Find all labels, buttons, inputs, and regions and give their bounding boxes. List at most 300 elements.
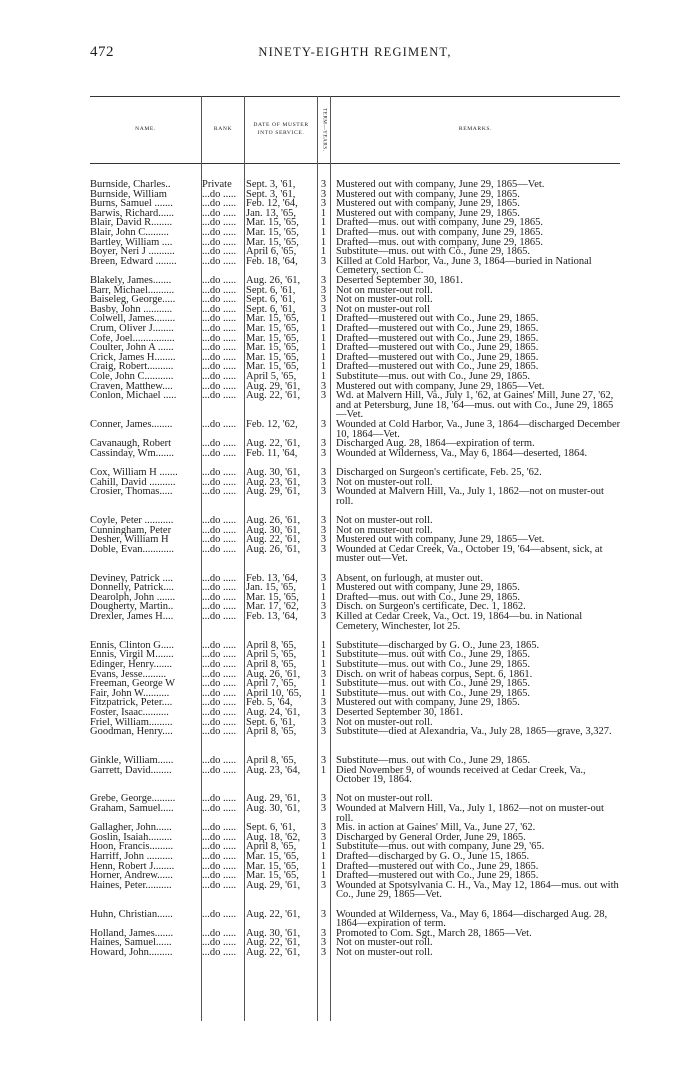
name-cell: Holland, James....... bbox=[90, 928, 174, 939]
term-cell: 3 bbox=[320, 602, 327, 612]
muster-date-cell: Mar. 15, '65, bbox=[246, 362, 299, 372]
name-cell: Fitzpatrick, Peter.... bbox=[90, 698, 173, 708]
column-header-date: DATE OF MUSTER INTO SERVICE. bbox=[253, 122, 309, 136]
column-header-term bbox=[318, 96, 330, 163]
name-cell: Evans, Jesse......... bbox=[90, 669, 167, 680]
rank-cell: ...do ..... bbox=[202, 439, 237, 449]
muster-date-cell: Sept. 6, '61, bbox=[246, 823, 296, 833]
term-cell: 3 bbox=[320, 439, 327, 449]
muster-date-cell: Mar. 15, '65, bbox=[246, 314, 299, 324]
name-cell: Blair, David R........ bbox=[90, 218, 173, 228]
rank-cell: ...do ..... bbox=[202, 592, 237, 603]
muster-date-cell: Sept. 6, '61, bbox=[246, 304, 296, 315]
remarks-cell: Promoted to Com. Sgt., March 28, 1865—Vet. bbox=[336, 927, 532, 939]
rank-cell: ...do ..... bbox=[202, 208, 237, 219]
remarks-cell: Not on muster-out roll. bbox=[336, 716, 433, 728]
muster-date-cell: Jan. 13, '65, bbox=[246, 208, 297, 219]
term-cell: 3 bbox=[320, 727, 327, 737]
muster-date-cell: Aug. 29, '61, bbox=[246, 487, 301, 497]
name-cell: Craven, Matthew.... bbox=[90, 381, 173, 392]
remarks-cell: Not on muster-out roll. bbox=[336, 476, 433, 488]
term-cell: 3 bbox=[320, 717, 327, 728]
remarks-cell: Drafted—mus. out with company, June 29, 1865. bbox=[336, 227, 543, 238]
muster-date-cell: Mar. 15, '65, bbox=[246, 861, 299, 872]
remarks-cell: Mustered out with company, June 29, 1865. bbox=[336, 188, 520, 200]
column-header-term-label: TERM—YEARS. bbox=[321, 107, 328, 152]
name-cell: Bartley, William .... bbox=[90, 237, 173, 248]
rank-cell: ...do ..... bbox=[202, 189, 237, 200]
rank-cell: ...do ..... bbox=[202, 535, 237, 545]
name-cell: Baiseleg, George..... bbox=[90, 295, 176, 305]
remarks-cell: Killed at Cold Harbor, Va., June 3, 1864—buried in National Cemetery, section C. bbox=[336, 255, 592, 277]
term-cell: 3 bbox=[320, 285, 327, 296]
rank-cell: ...do ..... bbox=[202, 660, 237, 670]
name-cell: Colwell, James........ bbox=[90, 314, 176, 324]
name-cell: Burnside, Charles.. bbox=[90, 180, 171, 190]
rank-cell: ...do ..... bbox=[202, 938, 237, 948]
rank-cell: ...do ..... bbox=[202, 218, 237, 228]
remarks-cell: Drafted—mustered out with Co., June 29, 1865. bbox=[336, 870, 539, 882]
muster-date-cell: Aug. 30, '61, bbox=[246, 525, 301, 536]
term-cell: 1 bbox=[320, 362, 327, 372]
term-cell: 3 bbox=[320, 295, 327, 305]
remarks-cell: Mustered out with company, June 29, 1865—Vet. bbox=[336, 179, 545, 190]
muster-date-cell: April 8, '65, bbox=[246, 756, 297, 766]
name-cell: Ginkle, William...... bbox=[90, 756, 174, 766]
muster-date-cell: Feb. 13, '64, bbox=[246, 612, 298, 622]
rank-cell: ...do ..... bbox=[202, 909, 237, 920]
term-cell: 3 bbox=[320, 948, 327, 958]
muster-date-cell: Mar. 15, '65, bbox=[246, 333, 299, 344]
muster-date-cell: Jan. 15, '65, bbox=[246, 583, 297, 593]
name-cell: Grebe, George......... bbox=[90, 794, 176, 804]
rank-cell: ...do ..... bbox=[202, 525, 237, 536]
remarks-cell: Drafted—mus. out with Co., June 29, 1865. bbox=[336, 591, 521, 603]
rank-cell: ...do ..... bbox=[202, 199, 237, 209]
name-cell: Henn, Robert J........ bbox=[90, 861, 175, 872]
remarks-cell: Substitute—mus. out with Co., June 29, 1865. bbox=[336, 678, 530, 690]
muster-date-cell: Aug. 29, '61, bbox=[246, 381, 301, 392]
name-cell: Desher, William H bbox=[90, 535, 169, 545]
muster-date-cell: Aug. 29, '61, bbox=[246, 794, 301, 804]
name-cell: Conner, James........ bbox=[90, 420, 173, 430]
remarks-cell: Not on muster-out roll. bbox=[336, 515, 433, 526]
term-cell: 3 bbox=[320, 535, 327, 545]
name-cell: Cunningham, Peter bbox=[90, 525, 172, 536]
term-cell: 3 bbox=[320, 823, 327, 833]
muster-date-cell: Aug. 30, '61, bbox=[246, 804, 301, 814]
name-cell: Hoon, Francis......... bbox=[90, 842, 174, 852]
muster-date-cell: Aug. 22, '61, bbox=[246, 391, 301, 401]
muster-date-cell: Sept. 6, '61, bbox=[246, 285, 296, 296]
remarks-cell: Disch. on writ of habeas corpus, Sept. 6, 1861. bbox=[336, 668, 533, 680]
rank-cell: ...do ..... bbox=[202, 880, 237, 891]
term-cell: 1 bbox=[320, 218, 327, 228]
remarks-cell: Drafted—mus. out with company, June 29, 1865. bbox=[336, 217, 543, 229]
column-header-rank: RANK bbox=[213, 125, 233, 132]
muster-date-cell: April 8, '65, bbox=[246, 660, 297, 670]
muster-date-cell: Aug. 22, '61, bbox=[246, 909, 301, 920]
rank-cell: ...do ..... bbox=[202, 640, 237, 651]
term-cell: 1 bbox=[320, 640, 327, 651]
muster-date-cell: Mar. 15, '65, bbox=[246, 871, 299, 881]
muster-date-cell: Aug. 26, '61, bbox=[246, 516, 301, 526]
rank-cell: ...do ..... bbox=[202, 717, 237, 728]
rank-cell: ...do ..... bbox=[202, 948, 237, 958]
remarks-cell: Wounded at Malvern Hill, Va., July 1, 1862—not on muster-out roll. bbox=[336, 803, 604, 824]
term-cell: 3 bbox=[320, 525, 327, 536]
muster-date-cell: Aug. 30, '61, bbox=[246, 468, 301, 478]
name-cell: Huhn, Christian...... bbox=[90, 909, 173, 920]
rank-cell: ...do ..... bbox=[202, 448, 237, 459]
remarks-cell: Wounded at Wilderness, Va., May 6, 1864—deserted, 1864. bbox=[336, 447, 588, 459]
rank-cell: ...do ..... bbox=[202, 708, 237, 718]
rank-cell: ...do ..... bbox=[202, 852, 237, 862]
term-cell: 1 bbox=[320, 688, 327, 699]
rank-cell: ...do ..... bbox=[202, 372, 237, 382]
name-cell: Freeman, George W bbox=[90, 679, 176, 689]
remarks-cell: Drafted—mus. out with company, June 29, 1865. bbox=[336, 236, 543, 248]
muster-date-cell: Mar. 15, '65, bbox=[246, 237, 299, 248]
rank-cell: ...do ..... bbox=[202, 612, 237, 622]
rank-cell: ...do ..... bbox=[202, 333, 237, 344]
rank-cell: ...do ..... bbox=[202, 602, 237, 612]
muster-date-cell: Mar. 15, '65, bbox=[246, 218, 299, 228]
name-cell: Ennis, Clinton G..... bbox=[90, 640, 175, 651]
term-cell: 3 bbox=[320, 487, 327, 497]
remarks-cell: Mustered out with company, June 29, 1865. bbox=[336, 198, 520, 210]
name-cell: Horner, Andrew...... bbox=[90, 871, 173, 881]
name-cell: Donnelly, Patrick.... bbox=[90, 583, 174, 593]
rank-cell: ...do ..... bbox=[202, 362, 237, 372]
term-cell: 3 bbox=[320, 304, 327, 315]
name-cell: Barwis, Richard...... bbox=[90, 208, 174, 219]
name-cell: Gallagher, John...... bbox=[90, 823, 172, 833]
term-cell: 1 bbox=[320, 324, 327, 334]
muster-date-cell: April 5, '65, bbox=[246, 372, 297, 382]
rank-cell: ...do ..... bbox=[202, 679, 237, 689]
remarks-cell: Substitute—died at Alexandria, Va., July 28, 1865—grave, 3,327. bbox=[336, 726, 612, 738]
muster-date-cell: Sept. 3, '61, bbox=[246, 189, 296, 200]
name-cell: Crosier, Thomas..... bbox=[90, 487, 173, 497]
name-cell: Blair, John C......... bbox=[90, 228, 169, 238]
rank-cell: ...do ..... bbox=[202, 544, 237, 555]
remarks-cell: Substitute—mus. out with company, June 29, '65. bbox=[336, 841, 545, 853]
remarks-cell: Drafted—mustered out with Co., June 29, 1865. bbox=[336, 860, 539, 872]
term-cell: 3 bbox=[320, 477, 327, 488]
remarks-cell: Not on muster-out roll. bbox=[336, 793, 433, 805]
term-cell: 1 bbox=[320, 208, 327, 219]
rank-cell: ...do ..... bbox=[202, 650, 237, 660]
rank-cell: ...do ..... bbox=[202, 669, 237, 680]
rank-cell: ...do ..... bbox=[202, 343, 237, 353]
name-cell: Goslin, Isaiah......... bbox=[90, 832, 172, 843]
rank-cell: ...do ..... bbox=[202, 256, 237, 267]
name-cell: Deviney, Patrick .... bbox=[90, 573, 174, 584]
column-divider bbox=[330, 96, 331, 1021]
name-cell: Dearolph, John ....... bbox=[90, 592, 176, 603]
term-cell: 3 bbox=[320, 391, 327, 401]
muster-date-cell: April 5, '65, bbox=[246, 650, 297, 660]
muster-date-cell: Mar. 15, '65, bbox=[246, 324, 299, 334]
term-cell: 3 bbox=[320, 189, 327, 200]
rank-cell: ...do ..... bbox=[202, 285, 237, 296]
rank-cell: ...do ..... bbox=[202, 324, 237, 334]
term-cell: 3 bbox=[320, 381, 327, 392]
table-header-rule bbox=[90, 163, 620, 164]
name-cell: Craig, Robert.......... bbox=[90, 362, 174, 372]
term-cell: 1 bbox=[320, 592, 327, 603]
name-cell: Basby, John ........... bbox=[90, 304, 173, 315]
term-cell: 3 bbox=[320, 199, 327, 209]
term-cell: 1 bbox=[320, 861, 327, 872]
remarks-cell: Not on muster-out roll. bbox=[336, 937, 433, 949]
term-cell: 3 bbox=[320, 756, 327, 766]
rank-cell: ...do ..... bbox=[202, 420, 237, 430]
remarks-cell: Substitute—mus. out with Co., June 29, 1865. bbox=[336, 755, 530, 766]
name-cell: Ennis, Virgil M....... bbox=[90, 650, 174, 660]
name-cell: Friel, William......... bbox=[90, 717, 173, 728]
remarks-cell: Killed at Cedar Creek, Va., Oct. 19, 1864—bu. in National Cemetery, Winchester, lot 25. bbox=[336, 611, 583, 632]
rank-cell: ...do ..... bbox=[202, 477, 237, 488]
rank-cell: ...do ..... bbox=[202, 573, 237, 584]
name-cell: Breen, Edward ........ bbox=[90, 256, 177, 267]
remarks-cell: Drafted—mustered out with Co., June 29, 1865. bbox=[336, 313, 539, 325]
name-cell: Barr, Michael.......... bbox=[90, 285, 175, 296]
term-cell: 3 bbox=[320, 612, 327, 622]
term-cell: 3 bbox=[320, 420, 327, 430]
remarks-cell: Mustered out with company, June 29, 1865—Vet. bbox=[336, 380, 545, 392]
name-cell: Garrett, David........ bbox=[90, 765, 172, 776]
term-cell: 3 bbox=[320, 794, 327, 804]
rank-cell: ...do ..... bbox=[202, 727, 237, 737]
muster-date-cell: Aug. 26, '61, bbox=[246, 276, 301, 286]
term-cell: 3 bbox=[320, 909, 327, 920]
muster-date-cell: Feb. 5, '64, bbox=[246, 698, 293, 708]
term-cell: 3 bbox=[320, 256, 327, 267]
page-number: 472 bbox=[90, 44, 114, 60]
remarks-cell: Drafted—mustered out with Co., June 29, 1865. bbox=[336, 332, 539, 344]
term-cell: 3 bbox=[320, 669, 327, 680]
muster-date-cell: Feb. 18, '64, bbox=[246, 256, 298, 267]
rank-cell: ...do ..... bbox=[202, 871, 237, 881]
column-divider bbox=[244, 96, 245, 1021]
remarks-cell: Not on muster-out roll. bbox=[336, 294, 433, 306]
remarks-cell: Substitute—discharged by G. O., June 23, 1865. bbox=[336, 639, 540, 651]
rank-cell: ...do ..... bbox=[202, 295, 237, 305]
term-cell: 3 bbox=[320, 804, 327, 814]
term-cell: 1 bbox=[320, 343, 327, 353]
name-cell: Haines, Peter.......... bbox=[90, 880, 172, 891]
muster-date-cell: Feb. 12, '62, bbox=[246, 420, 298, 430]
remarks-cell: Substitute—mus. out with Co., June 29, 1865. bbox=[336, 649, 530, 661]
name-cell: Boyer, Neri J .......... bbox=[90, 247, 175, 257]
muster-date-cell: Sept. 3, '61, bbox=[246, 180, 296, 190]
name-cell: Dougherty, Martin.. bbox=[90, 602, 174, 612]
name-cell: Foster, Isaac.......... bbox=[90, 708, 169, 718]
term-cell: 3 bbox=[320, 938, 327, 948]
remarks-cell: Drafted—mustered out with Co., June 29, 1865. bbox=[336, 323, 539, 334]
rank-cell: ...do ..... bbox=[202, 583, 237, 593]
muster-date-cell: Aug. 24, '61, bbox=[246, 708, 301, 718]
term-cell: 1 bbox=[320, 842, 327, 852]
remarks-cell: Substitute—mus. out with Co., June 29, 1865. bbox=[336, 687, 530, 699]
remarks-cell: Deserted September 30, 1861. bbox=[336, 275, 463, 286]
term-cell: 1 bbox=[320, 237, 327, 248]
rank-cell: ...do ..... bbox=[202, 698, 237, 708]
remarks-cell: Mis. in action at Gaines' Mill, Va., June 27, '62. bbox=[336, 822, 536, 834]
term-cell: 1 bbox=[320, 372, 327, 382]
name-cell: Howard, John......... bbox=[90, 948, 173, 958]
remarks-cell: Not on muster-out roll. bbox=[336, 284, 433, 296]
rank-cell: ...do ..... bbox=[202, 928, 237, 939]
remarks-cell: Drafted—mustered out with Co., June 29, 1865. bbox=[336, 342, 539, 354]
muster-date-cell: Mar. 15, '65, bbox=[246, 352, 299, 363]
term-cell: 1 bbox=[320, 228, 327, 238]
muster-date-cell: April 7, '65, bbox=[246, 679, 297, 689]
name-cell: Harriff, John .......... bbox=[90, 852, 173, 862]
term-cell: 3 bbox=[320, 180, 327, 190]
muster-date-cell: Aug. 22, '61, bbox=[246, 535, 301, 545]
term-cell: 1 bbox=[320, 679, 327, 689]
name-cell: Coulter, John A ...... bbox=[90, 343, 174, 353]
column-header-name: NAME. bbox=[135, 125, 156, 132]
rank-cell: ...do ..... bbox=[202, 842, 237, 852]
rank-cell: ...do ..... bbox=[202, 804, 237, 814]
running-title: NINETY-EIGHTH REGIMENT, bbox=[258, 45, 452, 59]
name-cell: Crum, Oliver J........ bbox=[90, 324, 174, 334]
muster-date-cell: Aug. 29, '61, bbox=[246, 880, 301, 891]
term-cell: 3 bbox=[320, 516, 327, 526]
name-cell: Conlon, Michael ..... bbox=[90, 391, 177, 401]
term-cell: 1 bbox=[320, 314, 327, 324]
name-cell: Blakely, James....... bbox=[90, 276, 172, 286]
muster-date-cell: Aug. 18, '62, bbox=[246, 832, 301, 843]
remarks-cell: Wounded at Spotsylvania C. H., Va., May 12, 1864—mus. out with Co., June 29, 1865—Vet. bbox=[336, 879, 619, 901]
term-cell: 1 bbox=[320, 871, 327, 881]
column-divider bbox=[317, 96, 318, 1021]
name-cell: Coyle, Peter ........... bbox=[90, 516, 174, 526]
remarks-cell: Discharged Aug. 28, 1864—expiration of term. bbox=[336, 438, 535, 450]
rank-cell: ...do ..... bbox=[202, 487, 237, 497]
remarks-cell: Discharged by General Order, June 29, 1865. bbox=[336, 831, 526, 843]
term-cell: 1 bbox=[320, 247, 327, 257]
rank-cell: ...do ..... bbox=[202, 381, 237, 392]
muster-date-cell: Aug. 22, '61, bbox=[246, 948, 301, 958]
name-cell: Cox, William H ....... bbox=[90, 468, 178, 478]
remarks-cell: Deserted September 30, 1861. bbox=[336, 707, 463, 718]
rank-cell: ...do ..... bbox=[202, 832, 237, 843]
rank-cell: ...do ..... bbox=[202, 861, 237, 872]
remarks-cell: Not on muster-out roll. bbox=[336, 524, 433, 536]
name-cell: Drexler, James H.... bbox=[90, 612, 174, 622]
muster-date-cell: April 6, '65, bbox=[246, 247, 297, 257]
term-cell: 1 bbox=[320, 352, 327, 363]
name-cell: Cofe, Joel................ bbox=[90, 333, 175, 344]
muster-date-cell: Aug. 23, '61, bbox=[246, 477, 301, 488]
muster-date-cell: Sept. 6, '61, bbox=[246, 717, 296, 728]
term-cell: 1 bbox=[320, 660, 327, 670]
muster-date-cell: Feb. 13, '64, bbox=[246, 573, 298, 584]
rank-cell: ...do ..... bbox=[202, 276, 237, 286]
name-cell: Edinger, Henry....... bbox=[90, 660, 173, 670]
term-cell: 3 bbox=[320, 928, 327, 939]
remarks-cell: Wounded at Cold Harbor, Va., June 3, 1864—discharged December 10, 1864—Vet. bbox=[336, 419, 621, 440]
term-cell: 1 bbox=[320, 650, 327, 660]
muster-date-cell: Mar. 15, '65, bbox=[246, 228, 299, 238]
rank-cell: ...do ..... bbox=[202, 468, 237, 478]
term-cell: 1 bbox=[320, 333, 327, 344]
name-cell: Cole, John C........... bbox=[90, 372, 174, 382]
remarks-cell: Discharged on Surgeon's certificate, Feb. 25, '62. bbox=[336, 467, 542, 478]
remarks-cell: Not on muster-out roll. bbox=[336, 947, 433, 958]
remarks-cell: Substitute—mus. out with Co., June 29, 1865. bbox=[336, 659, 530, 670]
remarks-cell: Substitute—mus. out with Co., June 29, 1865. bbox=[336, 246, 530, 258]
rank-cell: ...do ..... bbox=[202, 391, 237, 401]
remarks-cell: Died November 9, of wounds received at Cedar Creek, Va., October 19, 1864. bbox=[336, 764, 586, 786]
name-cell: Cavanaugh, Robert bbox=[90, 439, 172, 449]
term-cell: 3 bbox=[320, 544, 327, 555]
muster-date-cell: April 8, '65, bbox=[246, 842, 297, 852]
muster-date-cell: Aug. 23, '64, bbox=[246, 765, 301, 776]
muster-date-cell: Feb. 12, '64, bbox=[246, 199, 298, 209]
rank-cell: Private bbox=[202, 180, 232, 190]
page-header bbox=[90, 44, 620, 68]
remarks-cell: Mustered out with company, June 29, 1865. bbox=[336, 207, 520, 219]
muster-date-cell: Aug. 26, '61, bbox=[246, 544, 301, 555]
remarks-cell: Absent, on furlough, at muster out. bbox=[336, 572, 483, 584]
remarks-cell: Not on muster-out roll bbox=[336, 303, 430, 315]
name-cell: Haines, Samuel...... bbox=[90, 938, 172, 948]
muster-date-cell: Mar. 15, '65, bbox=[246, 592, 299, 603]
remarks-cell: Mustered out with company, June 29, 1865. bbox=[336, 697, 520, 709]
rank-cell: ...do ..... bbox=[202, 247, 237, 257]
muster-date-cell: Feb. 11, '64, bbox=[246, 448, 298, 459]
name-cell: Fair, John W.......... bbox=[90, 688, 170, 699]
remarks-cell: Drafted—mustered out with Co., June 29, 1865. bbox=[336, 361, 539, 373]
name-cell: Graham, Samuel..... bbox=[90, 804, 174, 814]
name-cell: Goodman, Henry.... bbox=[90, 727, 173, 737]
remarks-cell: Drafted—mustered out with Co., June 29, 1865. bbox=[336, 351, 539, 363]
name-cell: Crick, James H........ bbox=[90, 352, 176, 363]
term-cell: 3 bbox=[320, 832, 327, 843]
muster-date-cell: Aug. 22, '61, bbox=[246, 439, 301, 449]
muster-date-cell: April 10, '65, bbox=[246, 688, 302, 699]
rank-cell: ...do ..... bbox=[202, 237, 237, 248]
remarks-cell: Disch. on Surgeon's certificate, Dec. 1, 1862. bbox=[336, 601, 526, 613]
name-cell: Cahill, David .......... bbox=[90, 477, 176, 488]
term-cell: 3 bbox=[320, 880, 327, 891]
term-cell: 3 bbox=[320, 448, 327, 459]
term-cell: 3 bbox=[320, 276, 327, 286]
muster-date-cell: April 8, '65, bbox=[246, 640, 297, 651]
muster-date-cell: Mar. 15, '65, bbox=[246, 852, 299, 862]
column-header-remarks: REMARKS. bbox=[458, 125, 493, 132]
muster-date-cell: Sept. 6, '61, bbox=[246, 295, 296, 305]
name-cell: Doble, Evan............ bbox=[90, 544, 174, 555]
term-cell: 1 bbox=[320, 765, 327, 776]
rank-cell: ...do ..... bbox=[202, 314, 237, 324]
rank-cell: ...do ..... bbox=[202, 688, 237, 699]
remarks-cell: Mustered out with company, June 29, 1865. bbox=[336, 582, 520, 594]
rank-cell: ...do ..... bbox=[202, 516, 237, 526]
term-cell: 3 bbox=[320, 698, 327, 708]
name-cell: Burnside, William bbox=[90, 189, 167, 200]
term-cell: 1 bbox=[320, 583, 327, 593]
term-cell: 3 bbox=[320, 573, 327, 584]
muster-date-cell: Aug. 26, '61, bbox=[246, 669, 301, 680]
rank-cell: ...do ..... bbox=[202, 765, 237, 776]
